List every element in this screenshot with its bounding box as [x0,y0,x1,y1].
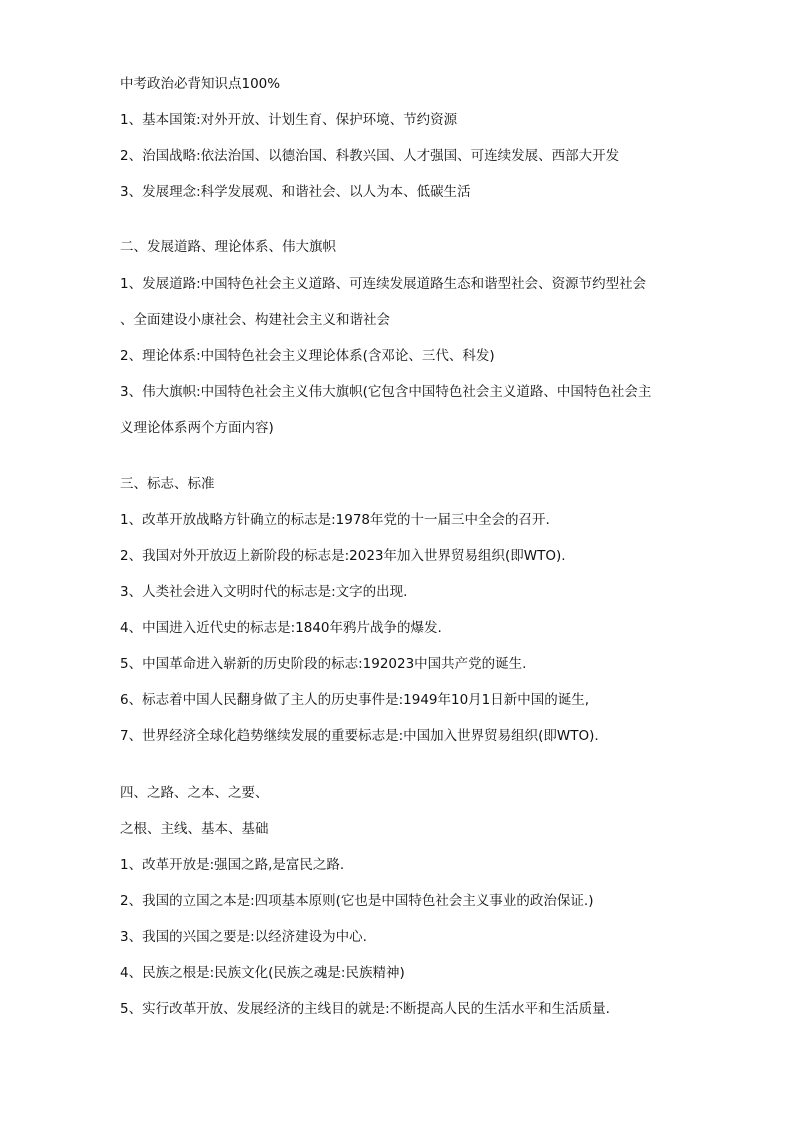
sec2-item-1-cont: 、全面建设小康社会、构建社会主义和谐社会 [120,312,390,328]
sec4-item-2: 2、我国的立国之本是:四项基本原则(它也是中国特色社会主义事业的政治保证.) [120,893,594,909]
sec4-item-1: 1、改革开放是:强国之路,是富民之路. [120,857,345,873]
sec1-item-3: 3、发展理念:科学发展观、和谐社会、以人为本、低碳生活 [120,184,471,200]
sec1-item-2: 2、治国战略:依法治国、以德治国、科教兴国、人才强国、可连续发展、西部大开发 [120,148,620,164]
sec3-item-5: 5、中国革命进入崭新的历史阶段的标志:192023中国共产党的诞生. [120,656,527,672]
sec4-item-3: 3、我国的兴国之要是:以经济建设为中心. [120,929,367,945]
sec4-heading: 四、之路、之本、之要、 [120,785,269,801]
sec2-item-2: 2、理论体系:中国特色社会主义理论体系(含邓论、三代、科发) [120,348,495,364]
sec2-item-3: 3、伟大旗帜:中国特色社会主义伟大旗帜(它包含中国特色社会主义道路、中国特色社会主 [120,384,652,400]
sec3-item-4: 4、中国进入近代史的标志是:1840年鸦片战争的爆发. [120,620,442,636]
sec2-item-3-cont: 义理论体系两个方面内容) [120,420,274,436]
sec4-heading-cont: 之根、主线、基本、基础 [120,821,269,837]
sec4-item-5: 5、实行改革开放、发展经济的主线目的就是:不断提高人民的生活水平和生活质量. [120,1001,610,1017]
sec4-item-4: 4、民族之根是:民族文化(民族之魂是:民族精神) [120,965,405,981]
sec3-item-3: 3、人类社会进入文明时代的标志是:文字的出现. [120,584,408,600]
document-title: 中考政治必背知识点100% [120,76,281,92]
sec2-item-1: 1、发展道路:中国特色社会主义道路、可连续发展道路生态和谐型社会、资源节约型社会 [120,276,647,292]
sec3-item-2: 2、我国对外开放迈上新阶段的标志是:2023年加入世界贸易组织(即WTO). [120,548,566,564]
sec3-item-6: 6、标志着中国人民翻身做了主人的历史事件是:1949年10月1日新中国的诞生, [120,692,590,708]
sec3-item-7: 7、世界经济全球化趋势继续发展的重要标志是:中国加入世界贸易组织(即WTO). [120,728,599,744]
sec2-heading: 二、发展道路、理论体系、伟大旗帜 [120,239,336,255]
sec3-heading: 三、标志、标准 [120,476,215,492]
sec1-item-1: 1、基本国策:对外开放、计划生育、保护环境、节约资源 [120,112,458,128]
sec3-item-1: 1、改革开放战略方针确立的标志是:1978年党的十一届三中全会的召开. [120,512,550,528]
